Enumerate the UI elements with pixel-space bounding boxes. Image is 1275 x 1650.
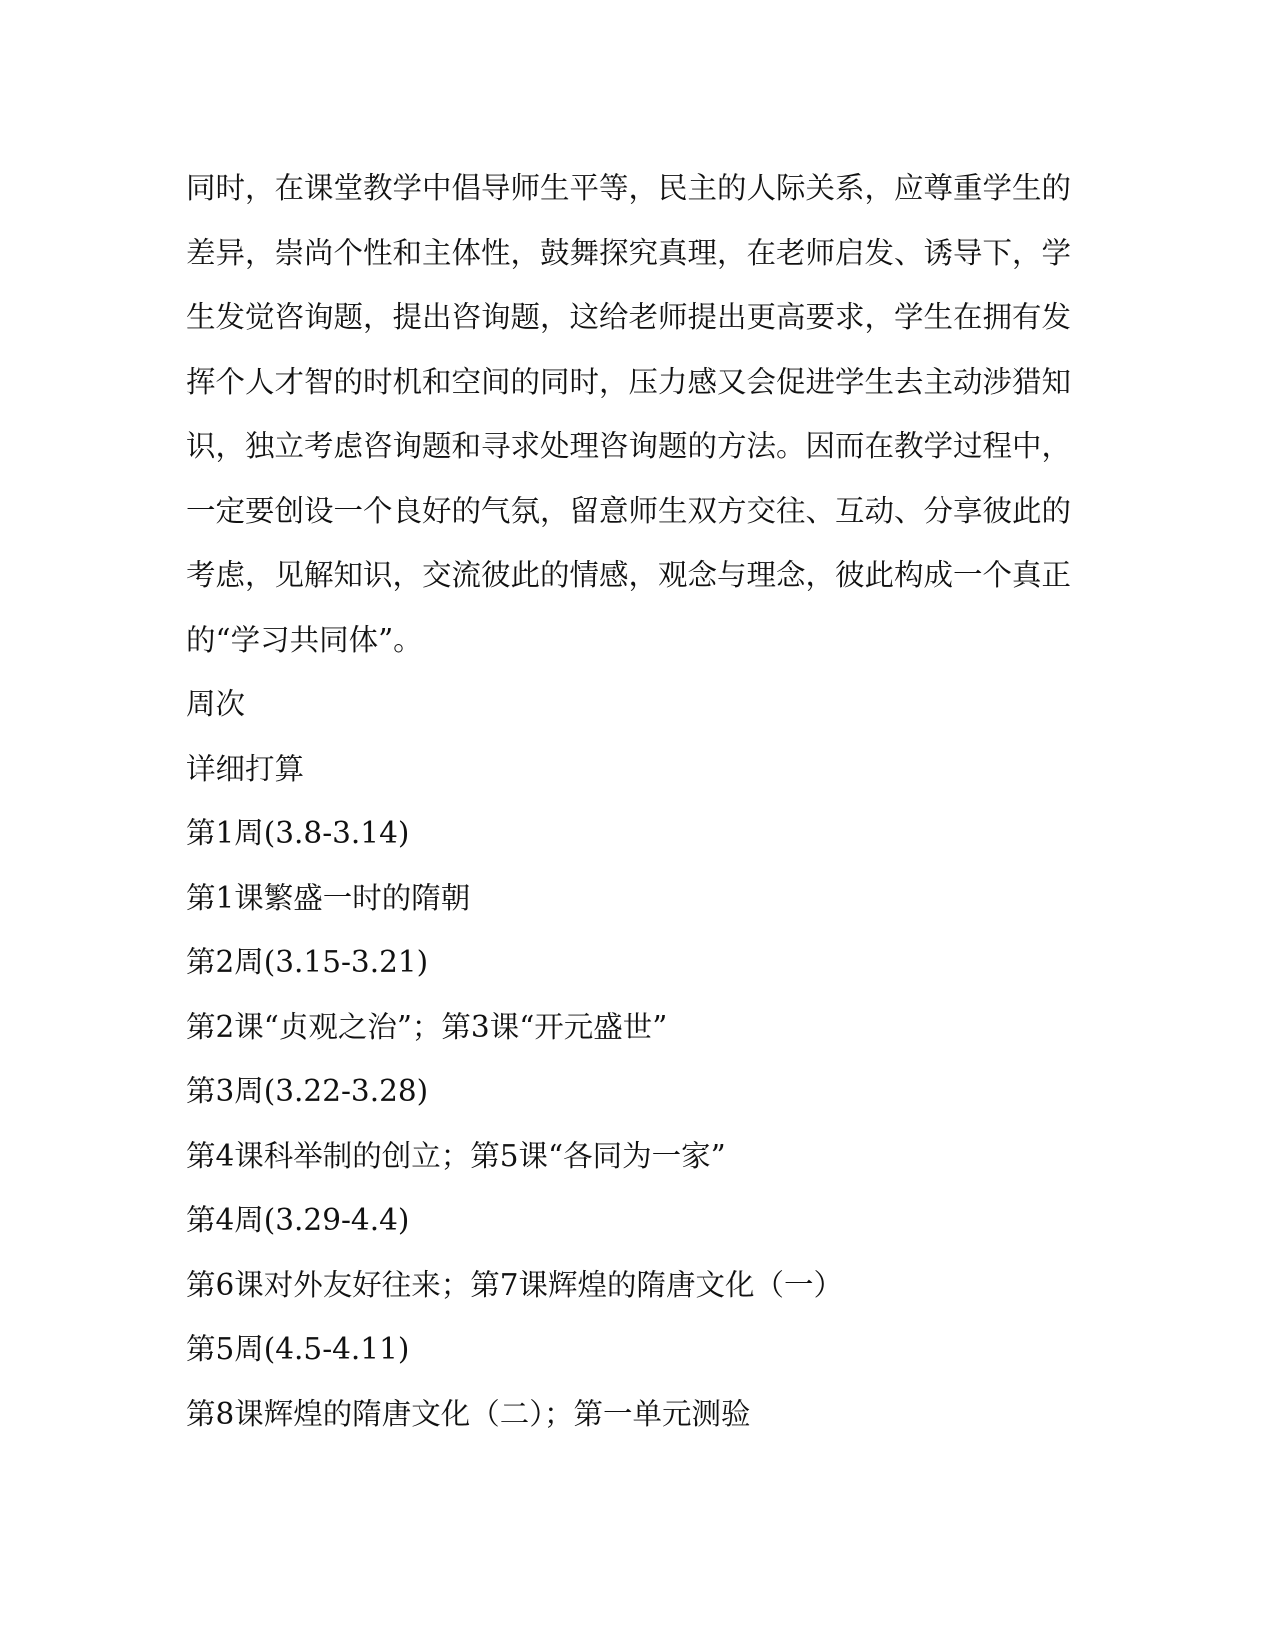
plan-cell: 第6课对外友好往来；第7课辉煌的隋唐文化（一） bbox=[186, 1267, 844, 1302]
body-paragraph bbox=[186, 156, 1072, 672]
plan-cell: 第4课科举制的创立；第5课“各同为一家” bbox=[186, 1138, 726, 1173]
paragraph-line: 生发觉咨询题，提出咨询题，这给老师提出更高要求，学生在拥有发 bbox=[186, 300, 1072, 334]
paragraph-line: 同时，在课堂教学中倡导师生平等，民主的人际关系，应尊重学生的 bbox=[186, 171, 1072, 205]
paragraph-line: 挥个人才智的时机和空间的同时，压力感又会促进学生去主动涉猎知 bbox=[186, 364, 1072, 399]
schedule-row bbox=[186, 930, 1066, 1059]
plan-cell: 第2课“贞观之治”；第3课“开元盛世” bbox=[186, 1009, 668, 1044]
schedule-row bbox=[186, 801, 1066, 930]
week-cell: 第5周(4.5-4.11) bbox=[186, 1332, 410, 1366]
paragraph-line: 一定要创设一个良好的气氛，留意师生双方交往、互动、分享彼此的 bbox=[186, 493, 1072, 528]
paragraph-line: 识，独立考虑咨询题和寻求处理咨询题的方法。因而在教学过程中， bbox=[186, 429, 1072, 463]
plan-column-header: 详细打算 bbox=[186, 751, 305, 786]
week-cell: 第1周(3.8-3.14) bbox=[186, 816, 410, 850]
week-column-header: 周次 bbox=[186, 687, 246, 721]
schedule-header bbox=[186, 672, 1066, 801]
plan-cell: 第8课辉煌的隋唐文化（二）；第一单元测验 bbox=[186, 1396, 751, 1431]
schedule-row bbox=[186, 1188, 1066, 1317]
paragraph-line: 差异，崇尚个性和主体性，鼓舞探究真理，在老师启发、诱导下，学 bbox=[186, 235, 1072, 270]
week-cell: 第4周(3.29-4.4) bbox=[186, 1203, 410, 1237]
document-body bbox=[186, 156, 1072, 1446]
plan-cell: 第1课繁盛一时的隋朝 bbox=[186, 880, 471, 915]
paragraph-line: 的“学习共同体”。 bbox=[186, 622, 423, 657]
week-cell: 第3周(3.22-3.28) bbox=[186, 1074, 429, 1108]
schedule-row bbox=[186, 1317, 1066, 1446]
schedule-row bbox=[186, 1059, 1066, 1188]
week-cell: 第2周(3.15-3.21) bbox=[186, 945, 429, 979]
paragraph-line: 考虑，见解知识，交流彼此的情感，观念与理念，彼此构成一个真正 bbox=[186, 558, 1072, 592]
schedule-list bbox=[186, 801, 1066, 1446]
